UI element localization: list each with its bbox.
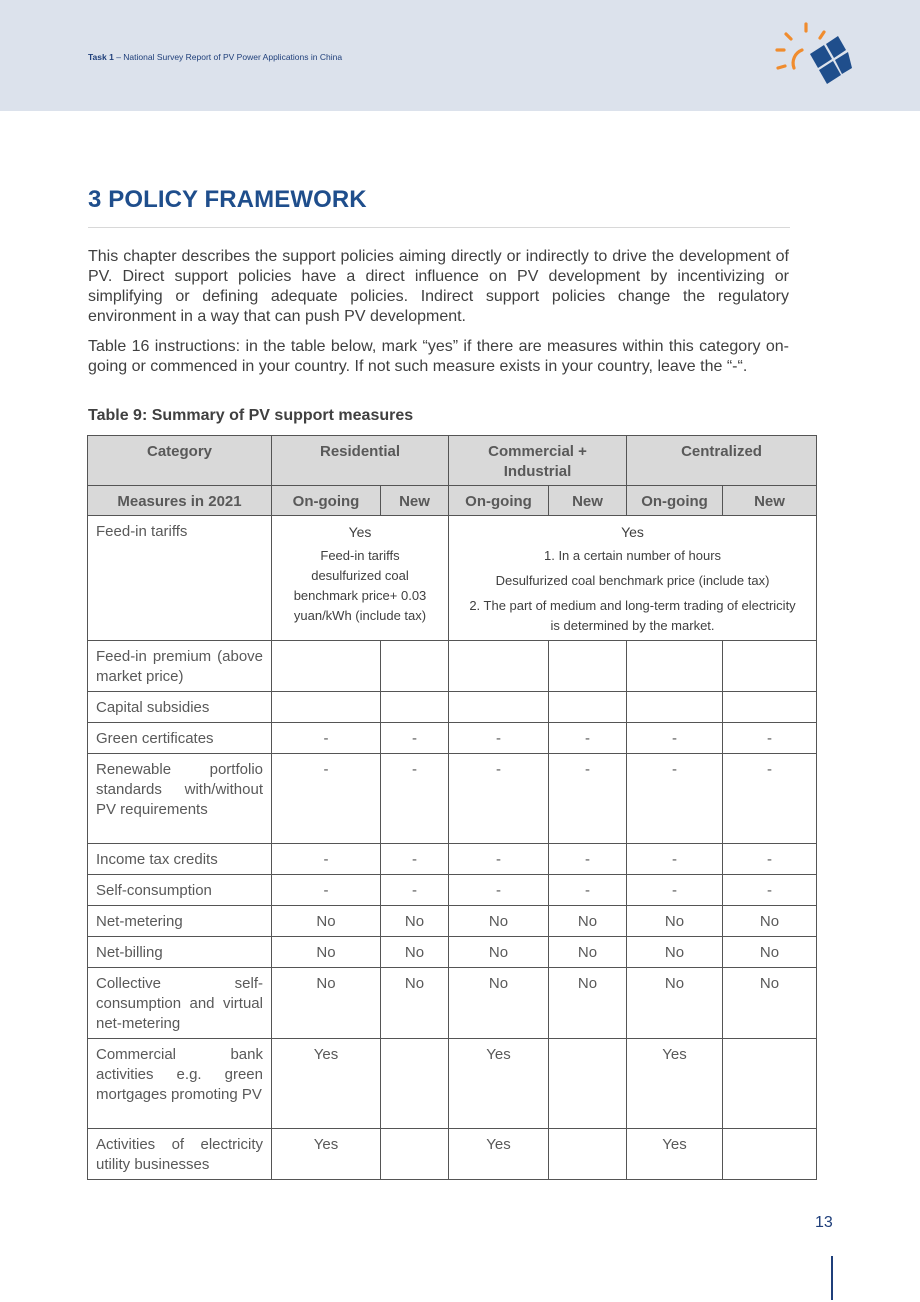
feed-in-other-line: Desulfurized coal benchmark price (include tax) [495, 573, 770, 588]
header-com-ongoing: On-going [449, 486, 549, 516]
cell-res-new: - [381, 723, 449, 754]
cell-cen-new: - [723, 723, 817, 754]
cell-com-new: - [549, 844, 627, 875]
table-row [88, 754, 817, 844]
row-label: Self-consumption [88, 875, 272, 906]
feed-in-other-line: 1. In a certain number of hours [543, 548, 722, 563]
cell-res-new: - [381, 754, 449, 844]
feed-in-residential-line: Feed-in tariffs [320, 548, 400, 563]
feed-in-residential-line: desulfurized coal [311, 568, 409, 583]
cell-cen-new [723, 1039, 817, 1129]
table-row [88, 875, 817, 906]
header-com-new: New [549, 486, 627, 516]
header-centralized: Centralized [627, 436, 817, 486]
cell-res-ongoing [272, 641, 381, 692]
cell-res-new: - [381, 844, 449, 875]
cell-com-new: - [549, 875, 627, 906]
cell-com-new: - [549, 754, 627, 844]
cell-res-new [381, 1039, 449, 1129]
cell-com-ongoing: Yes [449, 1039, 549, 1129]
cell-cen-ongoing: No [627, 937, 723, 968]
row-label: Income tax credits [88, 844, 272, 875]
cell-com-ongoing [449, 692, 549, 723]
feed-in-other-line: 2. The part of medium and long-term trading of electricity [469, 598, 796, 613]
row-label: Net-billing [88, 937, 272, 968]
header-title-text: – National Survey Report of PV Power Applications in China [113, 52, 343, 62]
cell-cen-new: No [723, 937, 817, 968]
header-res-new: New [381, 486, 449, 516]
cell-res-ongoing: - [272, 754, 381, 844]
cell-res-ongoing: No [272, 937, 381, 968]
page-number: 13 [815, 1214, 833, 1231]
cell-com-ongoing: No [449, 968, 549, 1039]
cell-com-ongoing: - [449, 875, 549, 906]
header-residential: Residential [272, 436, 449, 486]
row-label: Activities of electricity utility businesses [88, 1129, 272, 1180]
cell-res-ongoing: No [272, 968, 381, 1039]
feed-in-residential-cell [272, 516, 449, 641]
table-row [88, 937, 817, 968]
cell-res-ongoing: Yes [272, 1039, 381, 1129]
chapter-title: 3 POLICY FRAMEWORK [88, 186, 367, 213]
header-res-ongoing: On-going [272, 486, 381, 516]
cell-res-ongoing: - [272, 875, 381, 906]
cell-cen-new [723, 692, 817, 723]
cell-com-ongoing: - [449, 754, 549, 844]
row-label: Collective self-consumption and virtual net-metering [88, 968, 272, 1039]
cell-com-ongoing [449, 641, 549, 692]
cell-res-ongoing: - [272, 844, 381, 875]
table-header-row [88, 436, 817, 486]
cell-res-new: - [381, 875, 449, 906]
cell-com-ongoing: No [449, 906, 549, 937]
feed-in-residential-yes: Yes [348, 524, 372, 540]
cell-cen-ongoing [627, 641, 723, 692]
cell-cen-ongoing: - [627, 844, 723, 875]
intro-paragraph: This chapter describes the support policies aiming directly or indirectly to drive the development of PV. Direct support policies have a direct influence on PV development by incentivizing or simplifying or defining adequate policies. Indirect support policies change the regulatory environment in a way that can push PV development. [88, 248, 789, 325]
cell-com-ongoing: - [449, 844, 549, 875]
cell-res-new [381, 692, 449, 723]
cell-res-new: No [381, 937, 449, 968]
cell-res-new [381, 641, 449, 692]
page-header [0, 0, 920, 111]
feed-in-residential-line: yuan/kWh (include tax) [293, 608, 427, 623]
cell-com-new [549, 641, 627, 692]
table-row [88, 723, 817, 754]
cell-res-ongoing: - [272, 723, 381, 754]
row-label: Net-metering [88, 906, 272, 937]
table-row-feed-in-tariffs [88, 516, 817, 641]
table-row [88, 906, 817, 937]
title-divider [88, 227, 790, 228]
header-measures: Measures in 2021 [88, 486, 272, 516]
cell-cen-ongoing [627, 692, 723, 723]
cell-cen-new: - [723, 875, 817, 906]
cell-com-new [549, 692, 627, 723]
feed-in-commercial-centralized-cell [449, 516, 817, 641]
feed-in-other-yes: Yes [621, 524, 644, 540]
header-task-label: Task 1 [88, 52, 114, 62]
cell-cen-ongoing: Yes [627, 1039, 723, 1129]
cell-cen-ongoing: - [627, 723, 723, 754]
row-label: Renewable portfolio standards with/without PV requirements [88, 754, 272, 844]
row-label: Feed-in tariffs [88, 516, 272, 641]
header-category: Category [88, 436, 272, 486]
cell-res-new [381, 1129, 449, 1180]
header-commercial: Commercial + Industrial [449, 436, 627, 486]
row-label: Commercial bank activities e.g. green mortgages promoting PV [88, 1039, 272, 1129]
cell-res-new: No [381, 906, 449, 937]
cell-cen-new [723, 641, 817, 692]
cell-res-ongoing [272, 692, 381, 723]
cell-com-new [549, 1129, 627, 1180]
row-label: Green certificates [88, 723, 272, 754]
table-caption: Table 9: Summary of PV support measures [88, 407, 414, 424]
iea-pvps-logo-icon [772, 22, 856, 94]
cell-com-new: No [549, 937, 627, 968]
table-row [88, 968, 817, 1039]
cell-com-new [549, 1039, 627, 1129]
table-row [88, 641, 817, 692]
page-number-rule [831, 1256, 833, 1300]
cell-cen-new [723, 1129, 817, 1180]
cell-cen-ongoing: No [627, 968, 723, 1039]
cell-res-new: No [381, 968, 449, 1039]
cell-cen-ongoing: No [627, 906, 723, 937]
cell-cen-new: No [723, 906, 817, 937]
table-subheader-row [88, 486, 817, 516]
feed-in-other-line: is determined by the market. [550, 618, 715, 633]
cell-cen-ongoing: Yes [627, 1129, 723, 1180]
cell-cen-ongoing: - [627, 875, 723, 906]
instructions-paragraph: Table 16 instructions: in the table below, mark “yes” if there are measures within this category on-going or commenced in your country. If not such measure exists in your country, leave the “-“. [88, 338, 789, 375]
cell-com-new: No [549, 906, 627, 937]
pv-support-measures-table [87, 435, 817, 1180]
table-row [88, 692, 817, 723]
cell-cen-new: No [723, 968, 817, 1039]
feed-in-residential-line: benchmark price+ 0.03 [293, 588, 427, 603]
cell-com-ongoing: No [449, 937, 549, 968]
table-row [88, 1039, 817, 1129]
row-label: Feed-in premium (above market price) [88, 641, 272, 692]
header-cen-ongoing: On-going [627, 486, 723, 516]
cell-com-new: - [549, 723, 627, 754]
header-report-title [88, 52, 342, 62]
cell-cen-new: - [723, 844, 817, 875]
row-label: Capital subsidies [88, 692, 272, 723]
header-cen-new: New [723, 486, 817, 516]
cell-res-ongoing: No [272, 906, 381, 937]
cell-com-ongoing: - [449, 723, 549, 754]
cell-com-ongoing: Yes [449, 1129, 549, 1180]
table-row [88, 844, 817, 875]
table-row [88, 1129, 817, 1180]
cell-res-ongoing: Yes [272, 1129, 381, 1180]
cell-cen-ongoing: - [627, 754, 723, 844]
cell-cen-new: - [723, 754, 817, 844]
cell-com-new: No [549, 968, 627, 1039]
